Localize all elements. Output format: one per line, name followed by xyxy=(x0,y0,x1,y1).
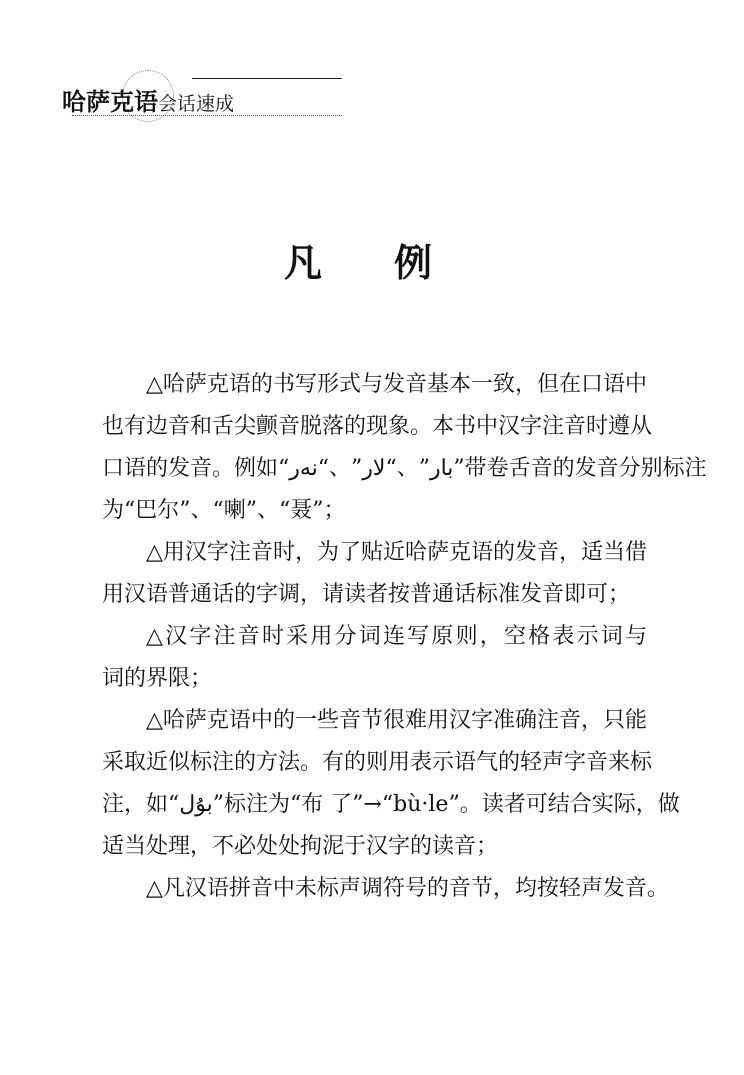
text-line: 采取近似标注的方法。有的则用表示语气的轻声字音来标 xyxy=(102,750,653,775)
header-rule xyxy=(192,78,342,79)
text-line: △凡汉语拼音中未标声调符号的音节，均按轻声发音。 xyxy=(146,876,669,901)
title-char-2: 例 xyxy=(394,241,433,285)
text-line: 词的界限； xyxy=(102,666,213,691)
text-line: 用汉语普通话的字调，请读者按普通话标准发音即可； xyxy=(102,582,631,607)
body-text xyxy=(102,364,707,910)
book-title-rest: 会话速成 xyxy=(158,93,235,115)
text-line: 注，如“بۇل”标注为“布 了”→“bù·le”。读者可结合实际，做 xyxy=(102,792,680,817)
text-line: 口语的发音。例如“بار”、“لار”、“نەر”带卷舌音的发音分别标注 xyxy=(102,456,707,481)
text-line: △哈萨克语的书写形式与发音基本一致，但在口语中 xyxy=(146,372,647,397)
text-line: 也有边音和舌尖颤音脱落的现象。本书中汉字注音时遵从 xyxy=(102,414,653,439)
book-title-bold: 哈萨克语 xyxy=(62,88,158,116)
text-line: △哈萨克语中的一些音节很难用汉字准确注音，只能 xyxy=(146,708,647,733)
text-line: △用汉字注音时，为了贴近哈萨克语的发音，适当借 xyxy=(146,540,647,565)
text-line: 适当处理，不必处处拘泥于汉字的读音； xyxy=(102,834,499,859)
title-char-1: 凡 xyxy=(284,241,323,285)
text-line: 为“巴尔”、“喇”、“聂”； xyxy=(102,498,346,523)
text-line: △汉字注音时采用分词连写原则，空格表示词与 xyxy=(146,624,647,649)
running-header xyxy=(62,70,282,120)
